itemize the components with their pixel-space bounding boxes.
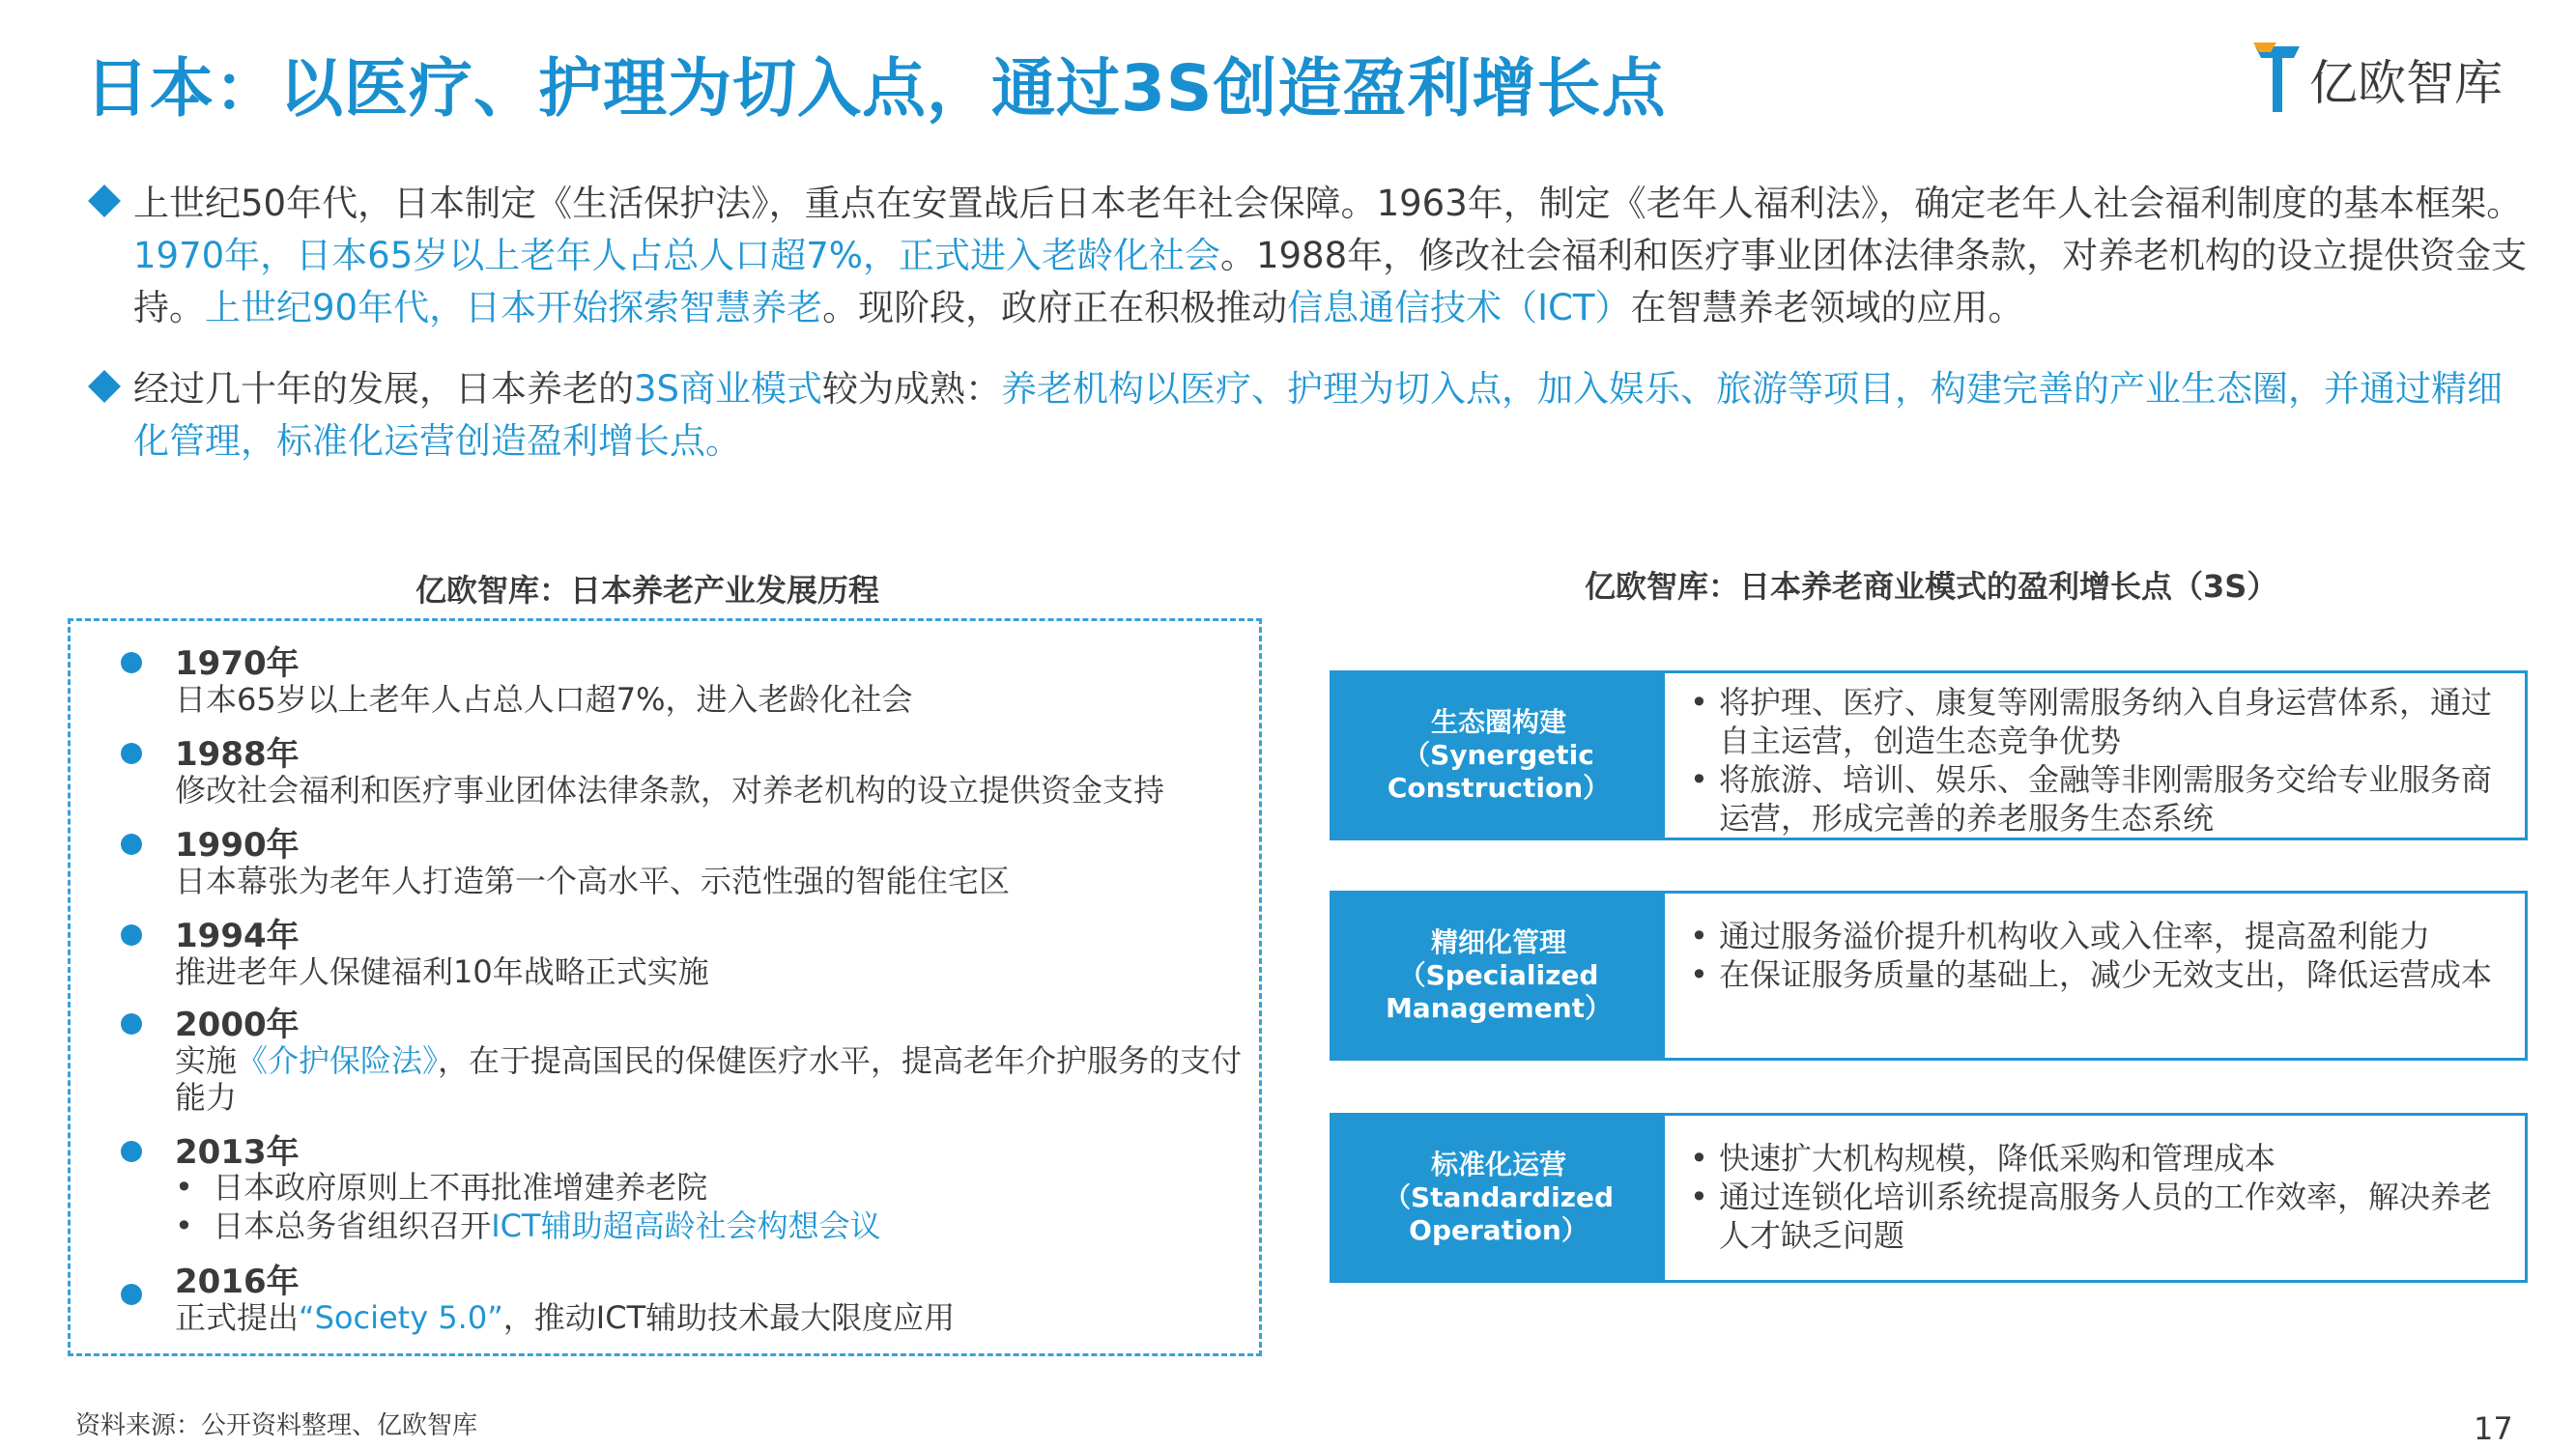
timeline-desc: 日本65岁以上老年人占总人口超7%，进入老龄化社会 — [175, 681, 913, 718]
diamond-bullet-icon — [88, 185, 121, 217]
model-row-header: 生态圈构建 （Synergetic Construction） — [1332, 673, 1665, 838]
timeline-dot-icon — [121, 834, 142, 855]
model-row-points — [1684, 917, 2511, 994]
timeline-desc: 正式提出“Society 5.0”，推动ICT辅助技术最大限度应用 — [175, 1299, 956, 1336]
timeline-title: 亿欧智库：日本养老产业发展历程 — [415, 572, 880, 609]
list-item: • 将护理、医疗、康复等刚需服务纳入自身运营体系，通过自主运营，创造生态竞争优势 — [1684, 683, 2511, 760]
intro-highlight-text: 上世纪90年代，日本开始探索智慧养老 — [205, 287, 823, 328]
society-highlight: “Society 5.0” — [299, 1299, 503, 1336]
logo-text: 亿欧智库 — [2309, 55, 2503, 111]
list-item: • 通过服务溢价提升机构收入或入住率，提高盈利能力 — [1684, 917, 2511, 955]
logo-mark-icon — [2251, 41, 2304, 114]
page-title: 日本：以医疗、护理为切入点，通过3S创造盈利增长点 — [85, 51, 1667, 126]
timeline-desc: 修改社会福利和医疗事业团体法律条款，对养老机构的设立提供资金支持 — [175, 772, 1165, 809]
timeline-dot-icon — [121, 1284, 142, 1305]
timeline-desc: 日本幕张为老年人打造第一个高水平、示范性强的智能住宅区 — [175, 863, 1011, 899]
timeline-year: 1988年 — [175, 735, 300, 774]
timeline-desc: 推进老年人保健福利10年战略正式实施 — [175, 953, 709, 990]
page-number: 17 — [2474, 1410, 2513, 1447]
timeline-panel — [68, 618, 1262, 1356]
intro-text: 经过几十年的发展，日本养老的 — [133, 368, 634, 410]
model-row-points — [1684, 1139, 2511, 1255]
model-row-header: 精细化管理 （Specialized Management） — [1332, 894, 1665, 1058]
intro-paragraph-1 — [93, 178, 2528, 334]
timeline-year: 2013年 — [175, 1133, 300, 1172]
timeline-dot-icon — [121, 1141, 142, 1162]
model-row-specialized — [1330, 891, 2528, 1061]
timeline-desc: 实施《介护保险法》，在于提高国民的保健医疗水平，提高老年介护服务的支付能力 — [175, 1042, 1243, 1116]
list-item: • 通过连锁化培训系统提高服务人员的工作效率，解决养老人才缺乏问题 — [1684, 1178, 2511, 1255]
timeline-year: 1994年 — [175, 917, 300, 955]
intro-text: 。现阶段，政府正在积极推动 — [822, 287, 1288, 328]
timeline-year: 1990年 — [175, 826, 300, 865]
timeline-dot-icon — [121, 924, 142, 946]
intro-highlight-text: 3S商业模式 — [634, 368, 823, 410]
model-row-standardized — [1330, 1113, 2528, 1283]
list-item: • 在保证服务质量的基础上，减少无效支出，降低运营成本 — [1684, 955, 2511, 994]
model-row-synergetic — [1330, 670, 2528, 840]
timeline-year: 1970年 — [175, 644, 300, 683]
model-row-header: 标准化运营 （Standardized Operation） — [1332, 1116, 1665, 1280]
timeline-dot-icon — [121, 1013, 142, 1035]
intro-text: 在智慧养老领域的应用。 — [1630, 287, 2024, 328]
intro-text: 较为成熟： — [822, 368, 1002, 410]
law-name-highlight: 《介护保险法》 — [237, 1042, 439, 1079]
timeline-bullet: • 日本总务省组织召开ICT辅助超高龄社会构想会议 — [175, 1208, 881, 1244]
intro-highlight-text: 1970年，日本65岁以上老年人占总人口超7%，正式进入老龄化社会 — [133, 235, 1220, 276]
intro-highlight-text: 信息通信技术（ICT） — [1287, 287, 1631, 328]
intro-highlight-text: 养老机构以医疗、护理为切入点，加入娱乐、旅游等项目，构建完善的产业生态圈，并通过精细化管理，标准化运营创造盈利增长点。 — [133, 368, 2504, 462]
list-item: • 快速扩大机构规模，降低采购和管理成本 — [1684, 1139, 2511, 1178]
intro-text: 。1988年，修改社会福利和医疗事业团体法律条款，对养老机构的设立提供资金支持。 — [133, 235, 2528, 328]
company-logo — [2251, 39, 2541, 116]
intro-paragraph-2 — [93, 363, 2528, 468]
timeline-year: 2000年 — [175, 1006, 300, 1044]
model-title: 亿欧智库：日本养老商业模式的盈利增长点（3S） — [1585, 568, 2278, 605]
timeline-dot-icon — [121, 743, 142, 764]
timeline-bullet: • 日本政府原则上不再批准增建养老院 — [175, 1169, 708, 1206]
timeline-year: 2016年 — [175, 1263, 300, 1301]
list-item: • 将旅游、培训、娱乐、金融等非刚需服务交给专业服务商运营，形成完善的养老服务生态系统 — [1684, 760, 2511, 838]
model-row-points — [1684, 683, 2511, 838]
timeline-dot-icon — [121, 652, 142, 673]
intro-text: 上世纪50年代，日本制定《生活保护法》，重点在安置战后日本老年社会保障。1963年，制定《老年人福利法》，确定老年人社会福利制度的基本框架。 — [133, 183, 2523, 224]
diamond-bullet-icon — [88, 370, 121, 403]
source-note: 资料来源：公开资料整理、亿欧智库 — [75, 1411, 478, 1440]
